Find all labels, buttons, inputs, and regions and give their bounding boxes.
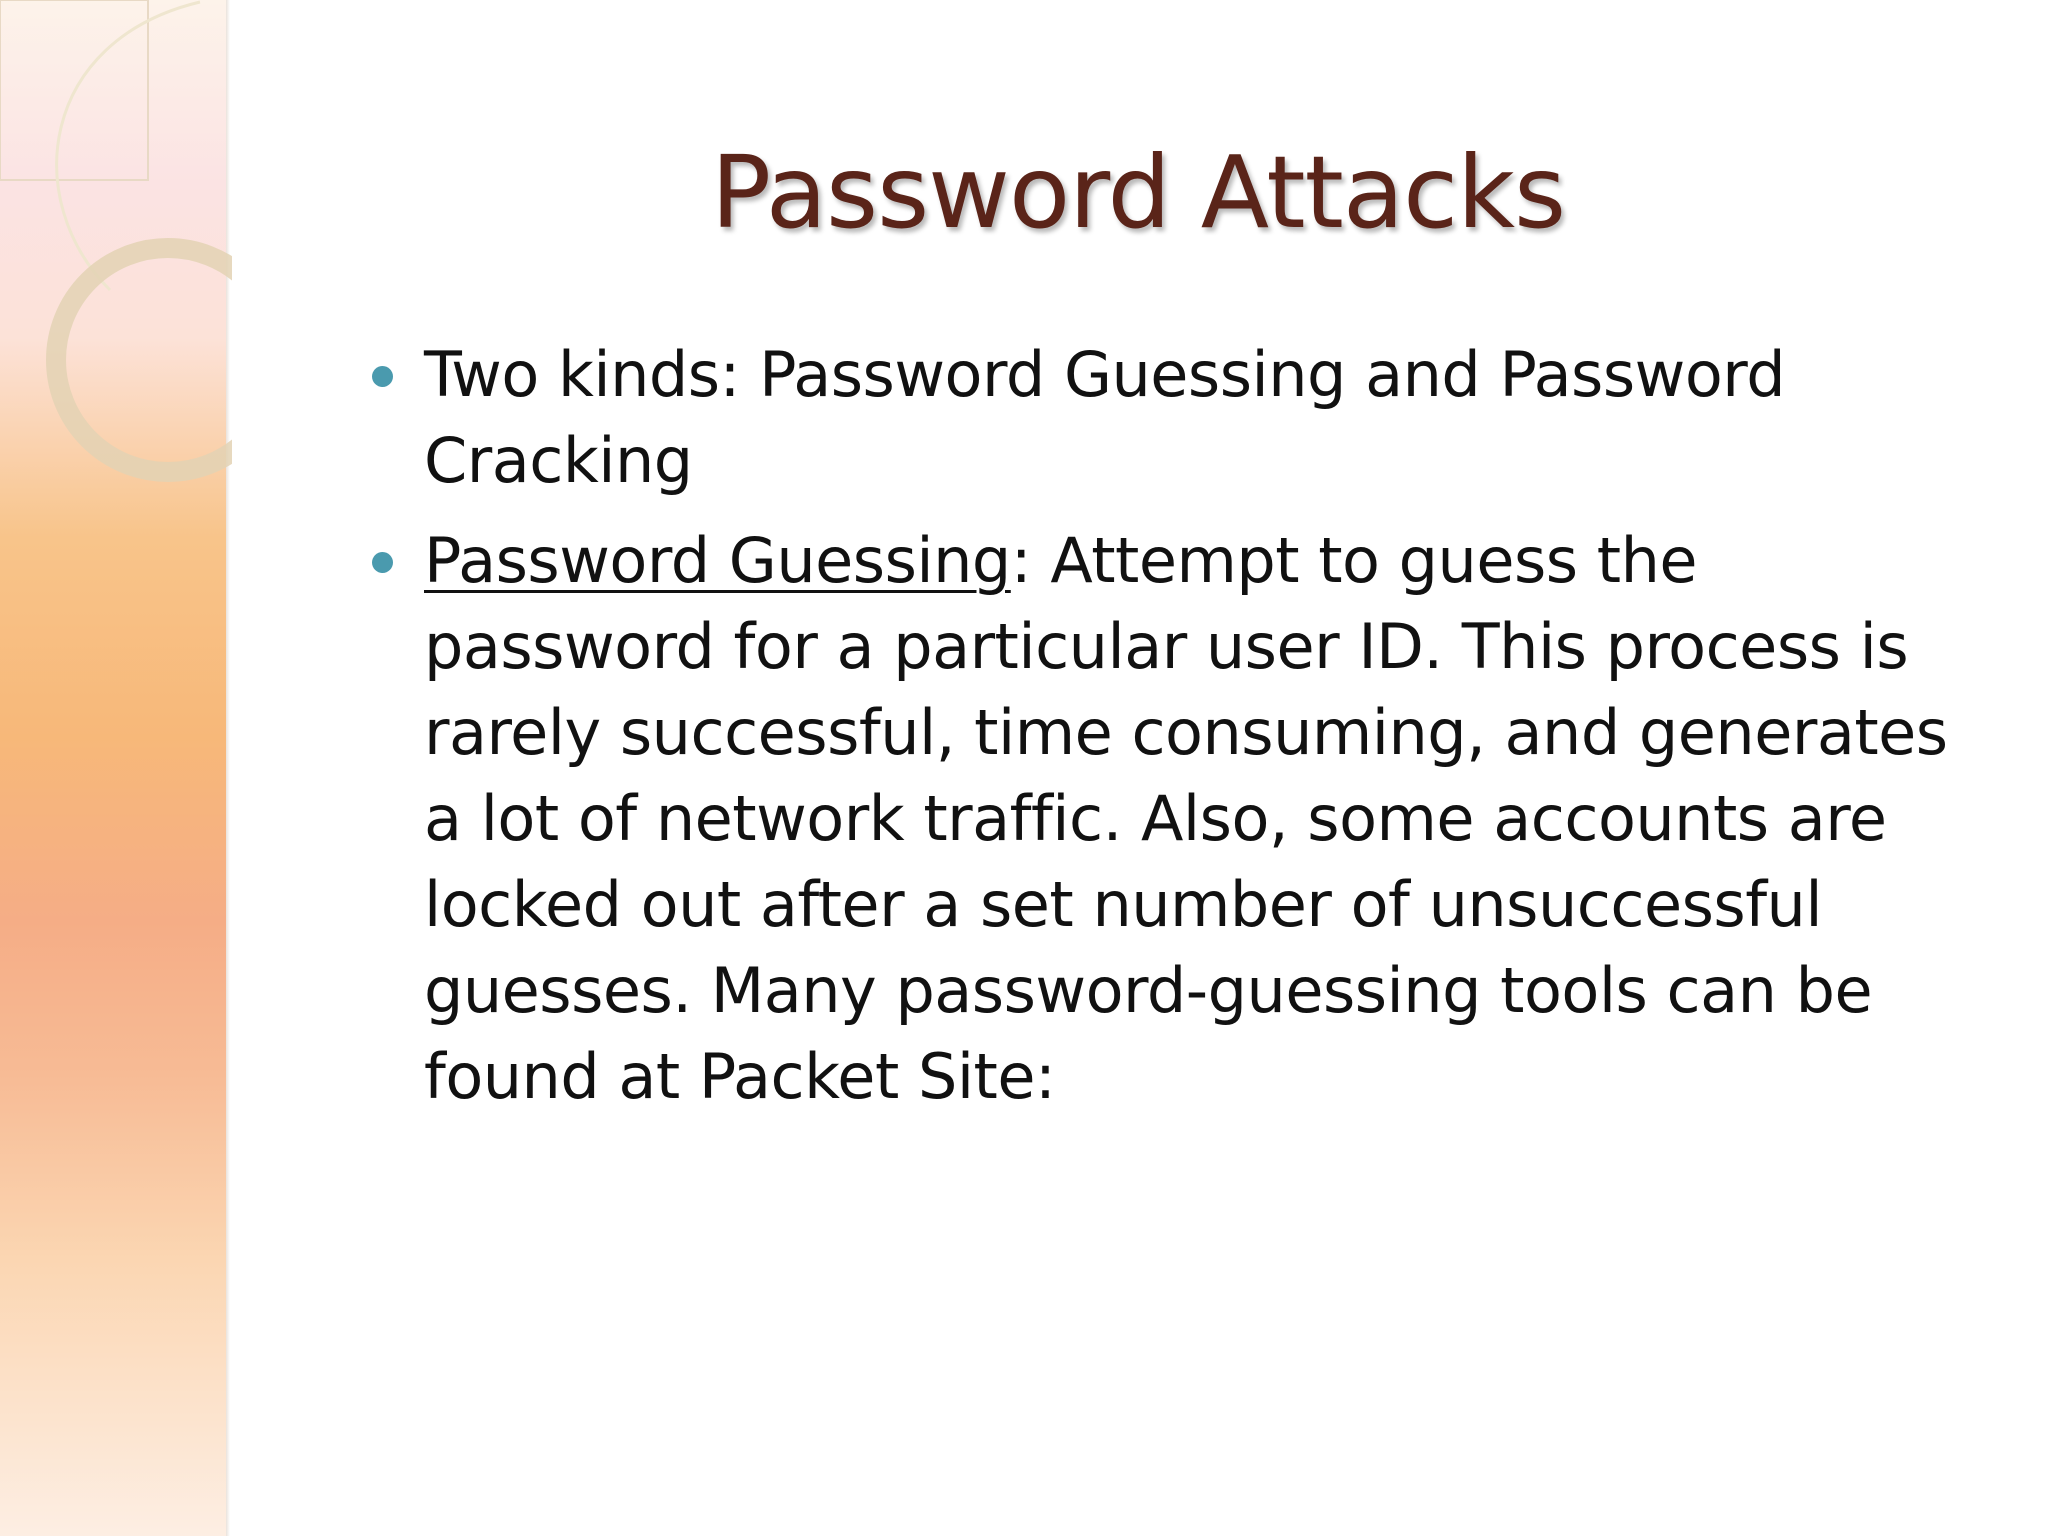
bullet-text: Two kinds: Password Guessing and Password Cracking (424, 338, 1786, 497)
decorative-ring (56, 248, 232, 472)
bullet-list (372, 332, 1962, 1134)
bullet-term: Password Guessing (424, 524, 1011, 597)
bullet-marker-icon (372, 366, 393, 387)
bullet-item (372, 518, 1962, 1120)
slide-title: Password Attacks (710, 134, 1566, 251)
decorative-circles (0, 0, 232, 520)
bullet-text: : Attempt to guess the password for a particular user ID. This process is rarely successful, time consuming, and generates a lot of network traffic. Also, some accounts are locked out after a set number of unsuccessful guesses. Many password-guessing tools can be found at Packet Site: (424, 524, 1948, 1113)
bullet-item (372, 332, 1962, 504)
bullet-marker-icon (372, 552, 393, 573)
